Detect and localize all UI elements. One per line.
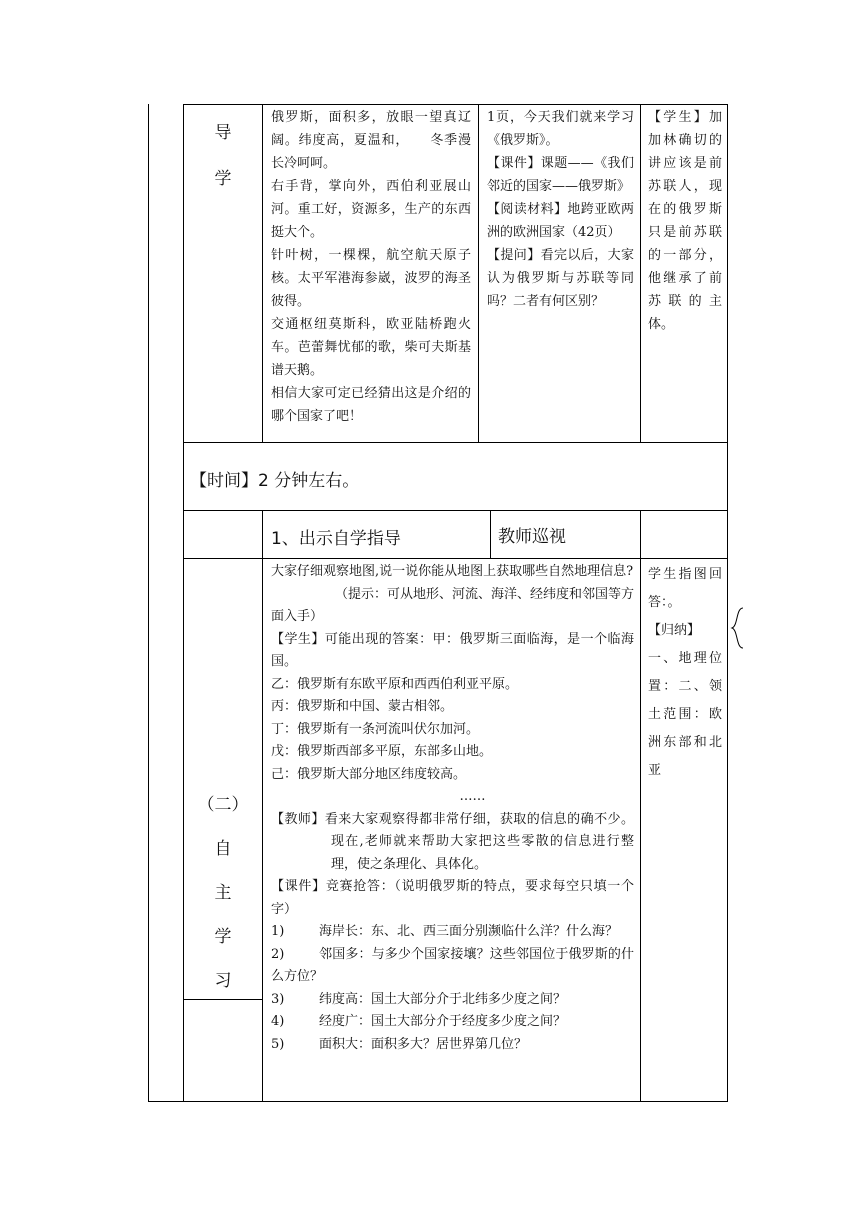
row2-label-xi: 习 [214,971,232,991]
poem-line-3: 针叶树，一棵棵，航空航天原子核。太平军港海参崴，波罗的海圣彼得。 [271,248,471,309]
map-question: 大家仔细观察地图,说一说你能从地图上获取哪些自然地理信息? [271,564,634,579]
row2-label-section: （二） [197,795,249,815]
page-left-rule [148,104,149,1102]
student-cell [648,106,722,336]
answer-bing: 丙：俄罗斯和中国、蒙古相邻。 [271,699,454,714]
row2-col2-divider [640,558,641,1101]
header-col1-divider [262,510,263,558]
ellipsis: …… [459,789,486,804]
table-right-border [727,104,728,1102]
poem-line-4: 交通枢纽莫斯科，欧亚陆桥跑火车。芭蕾舞忧郁的歌，柴可夫斯基谱天鹅。 [271,317,471,378]
quiz-q2-num: 2) [271,946,285,962]
poem-line-2: 右手背，掌向外，西伯利亚展山河。重工好，资源多，生产的东西挺大个。 [271,179,471,240]
quiz-q3 [271,989,634,1012]
label-split-line [183,999,263,1000]
teacher-cell [487,106,634,313]
quiz-q5 [271,1034,634,1057]
answer-wu: 戊：俄罗斯西部多平原，东部多山地。 [271,744,493,759]
poem-line-1: 俄罗斯，面积多，放眼一望真辽阔。纬度高，夏温和， 冬季漫长冷呵呵。 [271,110,471,171]
hint-line: （提示：可从地形、河流、海洋、经纬度和邻国等方面入手） [271,586,635,624]
poem-cell [271,106,471,428]
header-col2-divider [490,510,491,558]
row2-label-xue: 学 [214,927,232,947]
table-left-border [183,104,184,1102]
teacher-comment: 【教师】看来大家观察得都非常仔细，获取的信息的确不少。现在,老师就来帮助大家把这些零散的信息进行整理，使之条理化、具体化。 [271,811,634,872]
row1-col1-divider [262,104,263,442]
quiz-q4-num: 4) [271,1014,285,1029]
table-bottom-border [148,1101,728,1102]
quiz-q3-text: 纬度高：国土大部分介于北纬多少度之间？ [319,991,567,1007]
header-col3-divider [640,510,641,558]
answer-ji: 己：俄罗斯大部分地区纬度较高。 [271,766,467,782]
student-answer: 【学生】加加林确切的讲应该是前苏联人，现在的俄罗斯只是前苏联的一部分，他继承了前苏联的主体。 [648,110,722,332]
summary-prompt: 学生指图回答：。 [648,567,722,610]
row1-label-xue: 学 [214,169,232,189]
row1-col3-divider [640,104,641,442]
summary-heading: 【归纳】 [648,623,701,638]
answer-yi: 乙：俄罗斯有东欧平原和西西伯利亚平原。 [271,676,519,692]
row1-label-dao: 导 [214,123,232,143]
brace-icon [729,606,745,650]
quiz-q3-num: 3) [271,991,285,1007]
row2-col1-divider [262,558,263,1101]
row2-label-zi: 自 [214,839,232,859]
teacher-line-1: 1页，今天我们就来学习《俄罗斯》。 [487,110,634,148]
quiz-q2-text: 邻国多：与多少个国家接壤？这些邻国位于俄罗斯的什么方位？ [271,946,634,984]
summary-cell [648,561,722,785]
quiz-q2 [271,944,634,989]
quiz-q1-num: 1) [271,924,285,939]
time-note: 【时间】2 分钟左右。 [190,471,360,491]
self-study-cell [271,561,634,1056]
quiz-q5-num: 5) [271,1036,285,1052]
time-row-bottom-border [183,510,728,511]
summary-body: 一、地理位置：二、领土范围：欧洲东部和北亚 [648,651,722,778]
student-answers: 【学生】可能出现的答案：甲：俄罗斯三面临海，是一个临海国。 [271,631,634,669]
quiz-q1 [271,921,634,944]
poem-line-5: 相信大家可定已经猜出这是介绍的哪个国家了吧！ [271,386,471,424]
row1-col2-divider [478,104,479,442]
teacher-line-2: 【课件】课题——《我们邻近的国家——俄罗斯》 [487,156,634,194]
teacher-patrol: 教师巡视 [498,527,566,547]
teacher-line-4: 【提问】看完以后，大家认为俄罗斯与苏联等同吗？二者有何区别？ [487,248,634,309]
courseware-quiz: 【课件】竞赛抢答：（说明俄罗斯的特点，要求每空只填一个字） [271,879,634,917]
quiz-q1-text: 海岸长：东、北、西三面分别濒临什么洋？什么海？ [319,924,619,939]
answer-ding: 丁：俄罗斯有一条河流叫伏尔加河。 [271,721,480,737]
row2-label-zhu: 主 [214,883,232,903]
quiz-q4 [271,1011,634,1034]
row1-bottom-border [183,442,728,443]
activity-heading: 1、出示自学指导 [271,529,401,549]
quiz-q5-text: 面积大：面积多大？居世界第几位？ [319,1036,528,1052]
header-row-bottom-border [183,558,728,559]
teacher-line-3: 【阅读材料】地跨亚欧两洲的欧洲国家（42页） [487,202,634,240]
row1-top-border [183,104,728,105]
quiz-q4-text: 经度广：国土大部分介于经度多少度之间？ [319,1014,567,1029]
